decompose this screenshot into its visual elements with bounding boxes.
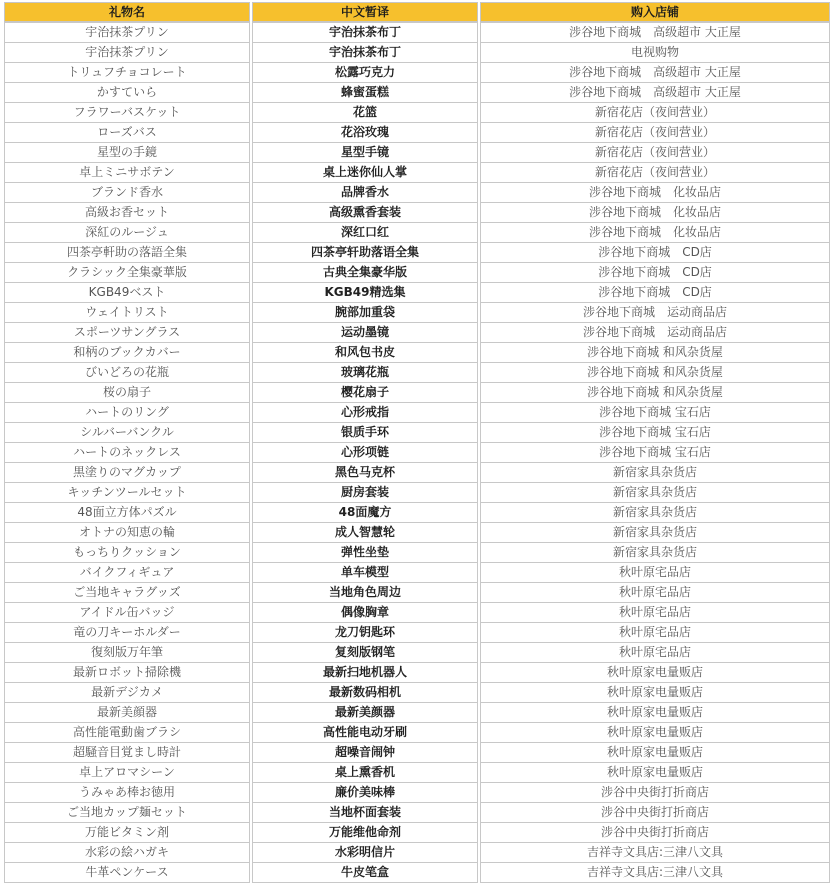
- chinese-name-cell: 弹性坐垫: [252, 543, 478, 563]
- chinese-name-cell: 四茶亭轩助落语全集: [252, 243, 478, 263]
- table-row: [4, 603, 830, 623]
- chinese-name-cell: 高级熏香套装: [252, 203, 478, 223]
- gift-name-cell: スポーツサングラス: [4, 323, 250, 343]
- gift-name-cell: 深紅のルージュ: [4, 223, 250, 243]
- table-row: [4, 783, 830, 803]
- chinese-name-cell: 心形项链: [252, 443, 478, 463]
- table-row: [4, 723, 830, 743]
- table-row: [4, 523, 830, 543]
- store-cell: 涉谷地下商城 运动商品店: [480, 323, 830, 343]
- store-cell: 涉谷地下商城 CD店: [480, 283, 830, 303]
- table-row: [4, 243, 830, 263]
- table-row: [4, 22, 830, 43]
- table-row: [4, 83, 830, 103]
- chinese-name-cell: 桌上迷你仙人掌: [252, 163, 478, 183]
- gift-name-cell: 高級お香セット: [4, 203, 250, 223]
- gift-name-cell: オトナの知恵の輪: [4, 523, 250, 543]
- store-cell: 涉谷地下商城 宝石店: [480, 423, 830, 443]
- store-cell: 涉谷中央街打折商店: [480, 803, 830, 823]
- gift-name-cell: 四茶亭軒助の落語全集: [4, 243, 250, 263]
- store-cell: 新宿花店（夜间营业）: [480, 123, 830, 143]
- table-row: [4, 803, 830, 823]
- store-cell: 涉谷地下商城 高级超市 大正屋: [480, 83, 830, 103]
- chinese-name-cell: 松露巧克力: [252, 63, 478, 83]
- gift-name-cell: 48面立方体パズル: [4, 503, 250, 523]
- table-row: [4, 763, 830, 783]
- store-cell: 电视购物: [480, 43, 830, 63]
- chinese-name-cell: 超噪音闹钟: [252, 743, 478, 763]
- store-cell: 涉谷地下商城 化妆品店: [480, 183, 830, 203]
- table-row: [4, 143, 830, 163]
- store-cell: 涉谷地下商城 CD店: [480, 243, 830, 263]
- header-purchase-store: 购入店铺: [480, 2, 830, 22]
- gift-table: [2, 2, 832, 883]
- table-row: [4, 563, 830, 583]
- gift-name-cell: ご当地カップ麺セット: [4, 803, 250, 823]
- store-cell: 新宿家具杂货店: [480, 543, 830, 563]
- store-cell: 新宿家具杂货店: [480, 483, 830, 503]
- store-cell: 涉谷地下商城 和风杂货屋: [480, 343, 830, 363]
- store-cell: 涉谷地下商城 宝石店: [480, 403, 830, 423]
- chinese-name-cell: 廉价美味棒: [252, 783, 478, 803]
- chinese-name-cell: 玻璃花瓶: [252, 363, 478, 383]
- chinese-name-cell: 最新扫地机器人: [252, 663, 478, 683]
- store-cell: 吉祥寺文具店:三津八文具: [480, 843, 830, 863]
- chinese-name-cell: 当地杯面套装: [252, 803, 478, 823]
- chinese-name-cell: 古典全集豪华版: [252, 263, 478, 283]
- table-row: [4, 643, 830, 663]
- store-cell: 新宿花店（夜间营业）: [480, 163, 830, 183]
- chinese-name-cell: 樱花扇子: [252, 383, 478, 403]
- gift-name-cell: 牛革ペンケース: [4, 863, 250, 883]
- chinese-name-cell: 水彩明信片: [252, 843, 478, 863]
- store-cell: 新宿家具杂货店: [480, 463, 830, 483]
- store-cell: 秋叶原宅品店: [480, 583, 830, 603]
- chinese-name-cell: 成人智慧轮: [252, 523, 478, 543]
- table-row: [4, 63, 830, 83]
- table-row: [4, 663, 830, 683]
- gift-name-cell: バイクフィギュア: [4, 563, 250, 583]
- table-row: [4, 583, 830, 603]
- store-cell: 秋叶原家电量贩店: [480, 723, 830, 743]
- table-row: [4, 443, 830, 463]
- chinese-name-cell: 和风包书皮: [252, 343, 478, 363]
- store-cell: 吉祥寺文具店:三津八文具: [480, 863, 830, 883]
- table-row: [4, 703, 830, 723]
- table-row: [4, 483, 830, 503]
- table-row: [4, 103, 830, 123]
- store-cell: 秋叶原家电量贩店: [480, 743, 830, 763]
- chinese-name-cell: 牛皮笔盒: [252, 863, 478, 883]
- store-cell: 涉谷地下商城 高级超市 大正屋: [480, 63, 830, 83]
- store-cell: 秋叶原宅品店: [480, 603, 830, 623]
- chinese-name-cell: 厨房套装: [252, 483, 478, 503]
- chinese-name-cell: 当地角色周边: [252, 583, 478, 603]
- gift-name-cell: キッチンツールセット: [4, 483, 250, 503]
- chinese-name-cell: 最新数码相机: [252, 683, 478, 703]
- chinese-name-cell: KGB49精选集: [252, 283, 478, 303]
- table-row: [4, 423, 830, 443]
- chinese-name-cell: 宇治抹茶布丁: [252, 22, 478, 43]
- table-row: [4, 623, 830, 643]
- gift-name-cell: 宇治抹茶プリン: [4, 22, 250, 43]
- table-row: [4, 323, 830, 343]
- table-row: [4, 383, 830, 403]
- table-row: [4, 303, 830, 323]
- gift-name-cell: 卓上ミニサボテン: [4, 163, 250, 183]
- table-row: [4, 203, 830, 223]
- chinese-name-cell: 48面魔方: [252, 503, 478, 523]
- gift-name-cell: うみゃあ棒お徳用: [4, 783, 250, 803]
- store-cell: 涉谷地下商城 化妆品店: [480, 223, 830, 243]
- gift-name-cell: シルバーバンクル: [4, 423, 250, 443]
- gift-name-cell: ウェイトリスト: [4, 303, 250, 323]
- table-row: [4, 183, 830, 203]
- store-cell: 新宿花店（夜间营业）: [480, 143, 830, 163]
- gift-name-cell: 黒塗りのマグカップ: [4, 463, 250, 483]
- gift-name-cell: かすていら: [4, 83, 250, 103]
- chinese-name-cell: 万能维他命剂: [252, 823, 478, 843]
- gift-name-cell: 万能ビタミン剤: [4, 823, 250, 843]
- store-cell: 秋叶原宅品店: [480, 643, 830, 663]
- chinese-name-cell: 运动墨镜: [252, 323, 478, 343]
- table-row: [4, 263, 830, 283]
- table-row: [4, 363, 830, 383]
- store-cell: 秋叶原家电量贩店: [480, 663, 830, 683]
- table-body: [4, 22, 830, 883]
- gift-name-cell: ローズバス: [4, 123, 250, 143]
- table-row: [4, 343, 830, 363]
- chinese-name-cell: 花篮: [252, 103, 478, 123]
- table-row: [4, 403, 830, 423]
- store-cell: 涉谷地下商城 化妆品店: [480, 203, 830, 223]
- gift-name-cell: 復刻版万年筆: [4, 643, 250, 663]
- chinese-name-cell: 最新美颜器: [252, 703, 478, 723]
- gift-name-cell: 高性能電動歯ブラシ: [4, 723, 250, 743]
- gift-name-cell: クラシック全集豪華版: [4, 263, 250, 283]
- store-cell: 涉谷地下商城 高级超市 大正屋: [480, 22, 830, 43]
- chinese-name-cell: 花浴玫瑰: [252, 123, 478, 143]
- header-chinese-translation: 中文暂译: [252, 2, 478, 22]
- gift-name-cell: 和柄のブックカバー: [4, 343, 250, 363]
- table-row: [4, 503, 830, 523]
- chinese-name-cell: 蜂蜜蛋糕: [252, 83, 478, 103]
- gift-name-cell: 竜の刀キーホルダー: [4, 623, 250, 643]
- gift-name-cell: 超騒音目覚まし時計: [4, 743, 250, 763]
- store-cell: 新宿家具杂货店: [480, 523, 830, 543]
- table-row: [4, 683, 830, 703]
- gift-name-cell: 星型の手鏡: [4, 143, 250, 163]
- gift-name-cell: 最新ロボット掃除機: [4, 663, 250, 683]
- gift-name-cell: ブランド香水: [4, 183, 250, 203]
- gift-name-cell: 最新美顔器: [4, 703, 250, 723]
- table-row: [4, 163, 830, 183]
- chinese-name-cell: 黑色马克杯: [252, 463, 478, 483]
- table-row: [4, 543, 830, 563]
- table-row: [4, 43, 830, 63]
- gift-name-cell: ハートのネックレス: [4, 443, 250, 463]
- store-cell: 新宿花店（夜间营业）: [480, 103, 830, 123]
- chinese-name-cell: 龙刀钥匙环: [252, 623, 478, 643]
- table-row: [4, 863, 830, 883]
- gift-name-cell: もっちりクッション: [4, 543, 250, 563]
- chinese-name-cell: 单车模型: [252, 563, 478, 583]
- gift-name-cell: 水彩の絵ハガキ: [4, 843, 250, 863]
- table-row: [4, 463, 830, 483]
- gift-name-cell: トリュフチョコレート: [4, 63, 250, 83]
- table-row: [4, 223, 830, 243]
- chinese-name-cell: 心形戒指: [252, 403, 478, 423]
- gift-name-cell: ご当地キャラグッズ: [4, 583, 250, 603]
- store-cell: 秋叶原家电量贩店: [480, 763, 830, 783]
- store-cell: 新宿家具杂货店: [480, 503, 830, 523]
- table-row: [4, 823, 830, 843]
- store-cell: 涉谷中央街打折商店: [480, 823, 830, 843]
- store-cell: 秋叶原宅品店: [480, 623, 830, 643]
- gift-name-cell: 桜の扇子: [4, 383, 250, 403]
- store-cell: 涉谷地下商城 和风杂货屋: [480, 383, 830, 403]
- chinese-name-cell: 腕部加重袋: [252, 303, 478, 323]
- store-cell: 秋叶原家电量贩店: [480, 683, 830, 703]
- store-cell: 涉谷地下商城 运动商品店: [480, 303, 830, 323]
- header-row: [4, 2, 830, 22]
- table-row: [4, 123, 830, 143]
- table-row: [4, 743, 830, 763]
- chinese-name-cell: 星型手镜: [252, 143, 478, 163]
- store-cell: 秋叶原家电量贩店: [480, 703, 830, 723]
- gift-name-cell: 最新デジカメ: [4, 683, 250, 703]
- gift-name-cell: ハートのリング: [4, 403, 250, 423]
- store-cell: 涉谷中央街打折商店: [480, 783, 830, 803]
- chinese-name-cell: 桌上熏香机: [252, 763, 478, 783]
- store-cell: 涉谷地下商城 CD店: [480, 263, 830, 283]
- gift-name-cell: びいどろの花瓶: [4, 363, 250, 383]
- gift-name-cell: KGB49ベスト: [4, 283, 250, 303]
- table-row: [4, 283, 830, 303]
- chinese-name-cell: 偶像胸章: [252, 603, 478, 623]
- chinese-name-cell: 高性能电动牙刷: [252, 723, 478, 743]
- gift-name-cell: 卓上アロマシーン: [4, 763, 250, 783]
- chinese-name-cell: 银质手环: [252, 423, 478, 443]
- header-gift-name: 礼物名: [4, 2, 250, 22]
- gift-name-cell: フラワーバスケット: [4, 103, 250, 123]
- store-cell: 涉谷地下商城 和风杂货屋: [480, 363, 830, 383]
- table-row: [4, 843, 830, 863]
- gift-name-cell: アイドル缶バッジ: [4, 603, 250, 623]
- store-cell: 涉谷地下商城 宝石店: [480, 443, 830, 463]
- chinese-name-cell: 宇治抹茶布丁: [252, 43, 478, 63]
- store-cell: 秋叶原宅品店: [480, 563, 830, 583]
- chinese-name-cell: 复刻版钢笔: [252, 643, 478, 663]
- gift-name-cell: 宇治抹茶プリン: [4, 43, 250, 63]
- chinese-name-cell: 深红口红: [252, 223, 478, 243]
- chinese-name-cell: 品牌香水: [252, 183, 478, 203]
